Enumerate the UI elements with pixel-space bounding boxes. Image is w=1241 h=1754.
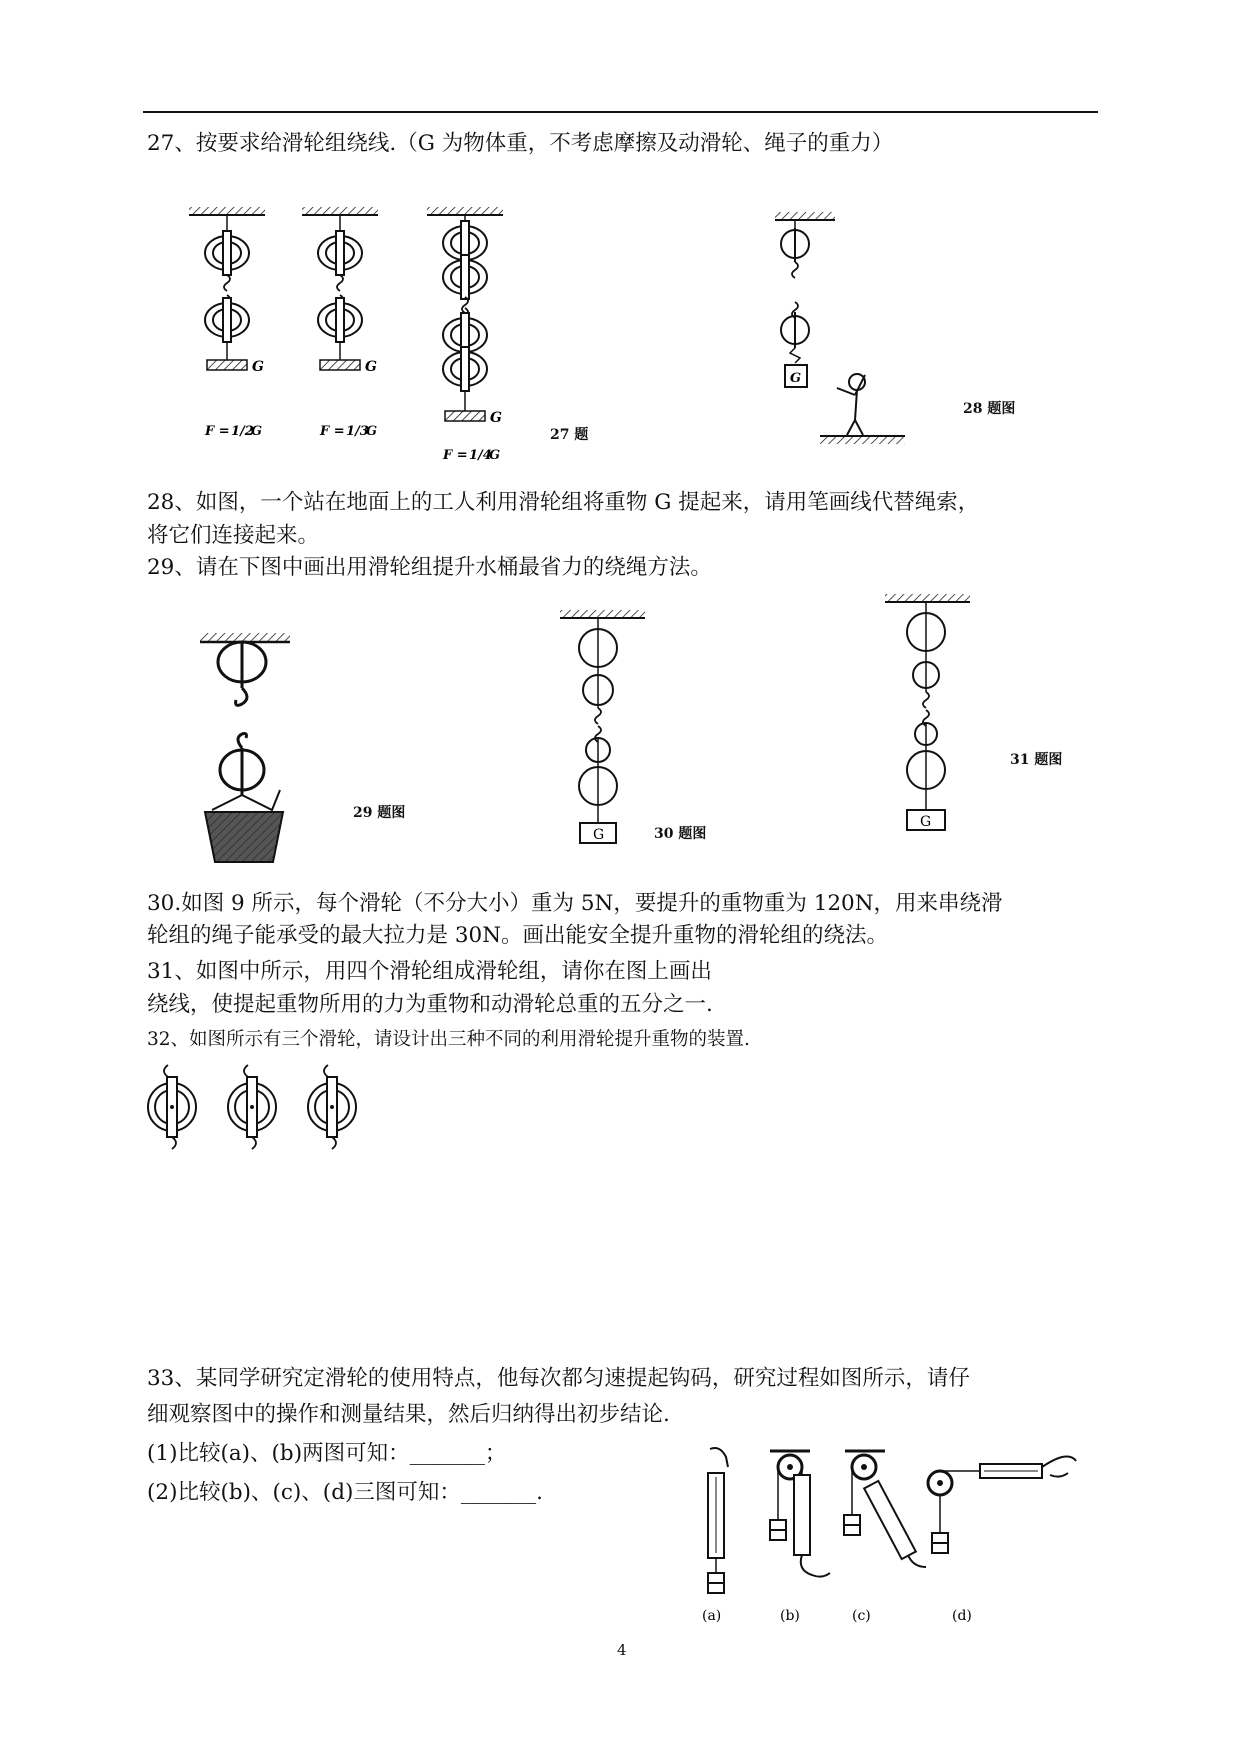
- caption-28: 28 题图: [963, 401, 1016, 417]
- figure-27-pulleys: [175, 205, 555, 470]
- force-weight: G: [489, 448, 501, 463]
- question-30-line1: 30.如图 9 所示，每个滑轮（不分大小）重为 5N，要提升的重物重为 120N，用来串绕滑: [147, 891, 1003, 916]
- force-label: F =: [443, 448, 468, 463]
- force-fraction: 1/3: [346, 424, 369, 439]
- page-number: 4: [617, 1641, 627, 1659]
- question-33-line2: 细观察图中的操作和测量结果，然后归纳得出初步结论.: [147, 1402, 670, 1427]
- question-27: 27、按要求给滑轮组绕线.（G 为物体重，不考虑摩擦及动滑轮、绳子的重力）: [147, 131, 894, 156]
- panel-b: [770, 1451, 830, 1577]
- question-33-sub2: (2)比较(b)、(c)、(d)三图可知：_______.: [147, 1480, 543, 1505]
- force-weight: G: [366, 424, 378, 439]
- question-30-line2: 轮组的绳子能承受的最大拉力是 30N。画出能安全提升重物的滑轮组的绕法。: [147, 923, 889, 948]
- weight-label: G: [920, 814, 932, 830]
- caption-31: 31 题图: [1010, 752, 1063, 768]
- panel-label-c: (c): [852, 1608, 871, 1624]
- panel-c: [844, 1451, 926, 1567]
- panel-label-b: (b): [780, 1608, 800, 1624]
- question-31-line1: 31、如图中所示，用四个滑轮组成滑轮组，请你在图上画出: [147, 959, 712, 984]
- panel-label-a: (a): [702, 1608, 722, 1624]
- force-label: F =: [205, 424, 230, 439]
- question-32: 32、如图所示有三个滑轮，请设计出三种不同的利用滑轮提升重物的装置.: [147, 1029, 750, 1050]
- panel-a: [708, 1448, 728, 1593]
- weight-label: G: [252, 359, 264, 375]
- caption-27: 27 题: [550, 427, 589, 443]
- question-33-sub1: (1)比较(a)、(b)两图可知：_______；: [147, 1441, 507, 1466]
- weight-label: G: [790, 371, 802, 386]
- caption-29: 29 题图: [353, 805, 406, 821]
- weight-label: G: [490, 410, 502, 426]
- question-31-line2: 绕线，使提起重物所用的力为重物和动滑轮总重的五分之一.: [147, 992, 713, 1017]
- figure-28-worker: [765, 210, 915, 455]
- question-28-line1: 28、如图，一个站在地面上的工人利用滑轮组将重物 G 提起来，请用笔画线代替绳索，: [147, 490, 980, 515]
- weight-label: G: [365, 359, 377, 375]
- pulley-set-quarter: [427, 207, 503, 421]
- pulley-set-third: [302, 207, 378, 370]
- figure-30-pulleys: [555, 608, 655, 853]
- force-weight: G: [251, 424, 263, 439]
- figure-32-three-pulleys: [140, 1062, 380, 1152]
- force-fraction: 1/2: [231, 424, 254, 439]
- figure-29-bucket: [185, 630, 305, 875]
- question-29: 29、请在下图中画出用滑轮组提升水桶最省力的绕绳方法。: [147, 555, 712, 580]
- pulley-set-half: [189, 207, 265, 370]
- question-28-line2: 将它们连接起来。: [147, 523, 320, 548]
- weight-label: G: [593, 827, 605, 843]
- force-label: F =: [320, 424, 345, 439]
- panel-label-d: (d): [952, 1608, 972, 1624]
- figure-33-fixed-pulley-experiment: [690, 1445, 1090, 1645]
- question-33-line1: 33、某同学研究定滑轮的使用特点，他每次都匀速提起钩码，研究过程如图所示，请仔: [147, 1366, 970, 1391]
- caption-30: 30 题图: [654, 826, 707, 842]
- force-fraction: 1/4: [469, 448, 492, 463]
- figure-31-pulleys: [880, 592, 980, 842]
- header-rule: [143, 111, 1098, 113]
